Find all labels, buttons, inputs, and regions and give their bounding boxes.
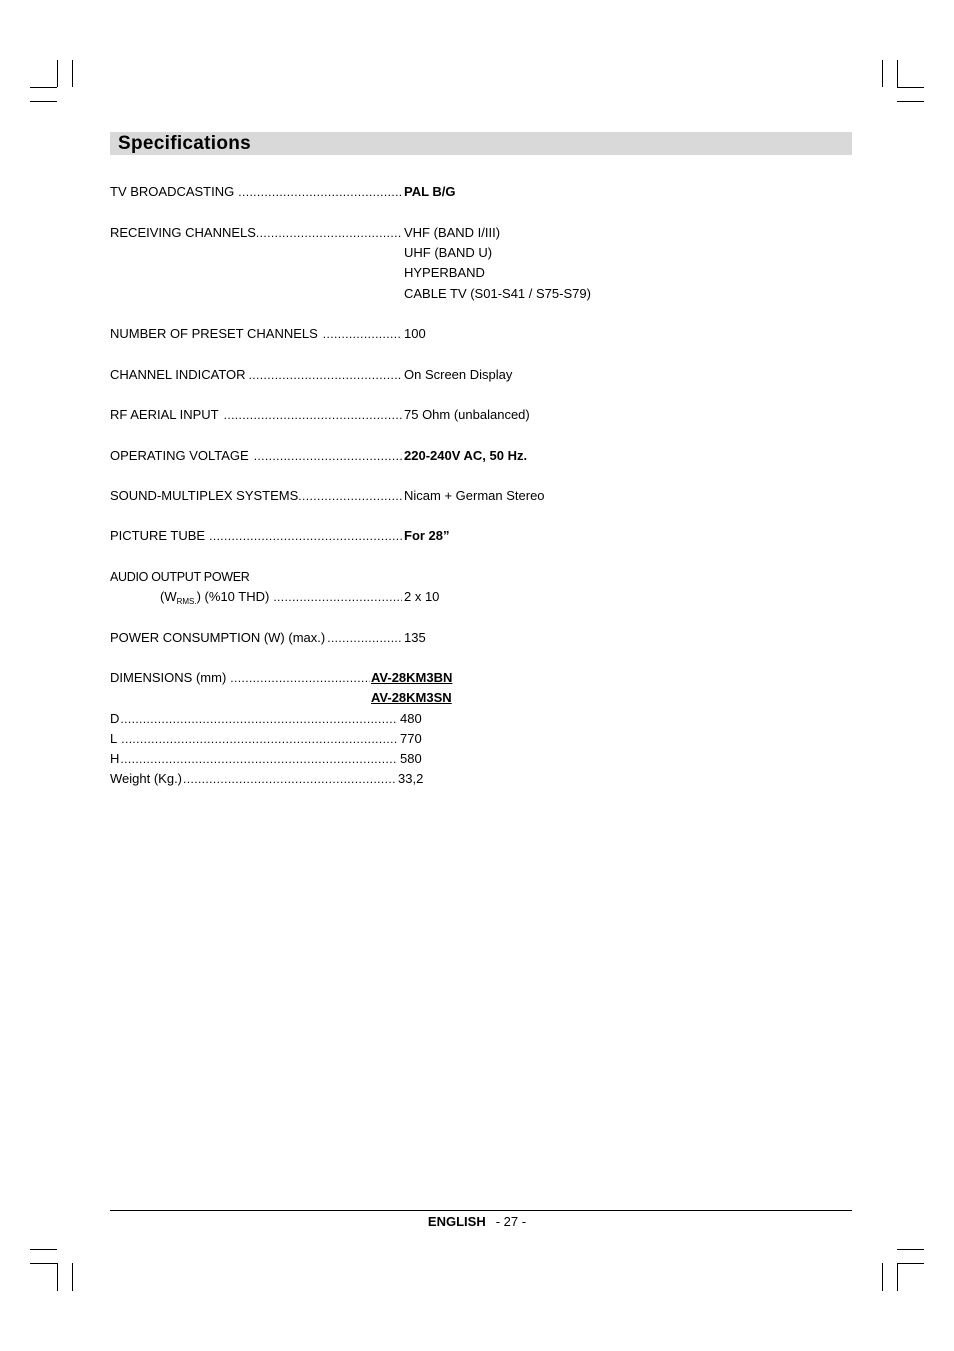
- dimension-label: Weight (Kg.): [110, 771, 183, 786]
- spec-value: 2 x 10: [404, 589, 440, 604]
- spec-label: AUDIO OUTPUT POWER: [110, 570, 250, 584]
- spec-label: DIMENSIONS (mm): [110, 670, 227, 685]
- spec-value: VHF (BAND I/III): [404, 225, 501, 240]
- dimension-value: 33,2: [398, 771, 424, 786]
- model-name: AV-28KM3SN: [371, 690, 452, 705]
- spec-label: CHANNEL INDICATOR: [110, 367, 246, 382]
- page-number: - 27 -: [495, 1214, 527, 1229]
- dimension-value: 580: [400, 751, 422, 766]
- spec-label: TV BROADCASTING: [110, 184, 235, 199]
- spec-sublabel: $(W_{RMS.})$ (%10 THD): [160, 589, 270, 606]
- footer-language: ENGLISH: [427, 1214, 486, 1229]
- dimension-value: 770: [400, 731, 422, 746]
- section-header: [110, 132, 852, 155]
- spec-value: On Screen Display: [404, 367, 513, 382]
- dimension-label: H: [110, 751, 120, 766]
- dimension-value: 480: [400, 711, 422, 726]
- spec-value: UHF (BAND U): [404, 245, 493, 260]
- dimension-label: L: [110, 731, 118, 746]
- spec-value: 135: [404, 630, 426, 645]
- spec-label: NUMBER OF PRESET CHANNELS: [110, 326, 318, 341]
- spec-label: RF AERIAL INPUT: [110, 407, 219, 422]
- spec-value: HYPERBAND: [404, 265, 485, 280]
- model-name: AV-28KM3BN: [371, 670, 453, 685]
- spec-value: CABLE TV (S01-S41 / S75-S79): [404, 286, 591, 301]
- page-footer: [0, 1214, 954, 1230]
- spec-label: PICTURE TUBE: [110, 528, 206, 543]
- spec-label: OPERATING VOLTAGE: [110, 448, 249, 463]
- spec-label: SOUND-MULTIPLEX SYSTEMS: [110, 488, 299, 503]
- spec-label: RECEIVING CHANNELS: [110, 225, 256, 240]
- spec-value: Nicam + German Stereo: [404, 488, 545, 503]
- page-title: Specifications: [118, 133, 252, 154]
- spec-label: POWER CONSUMPTION (W) (max.): [110, 630, 326, 645]
- spec-value: 100: [404, 326, 426, 341]
- spec-value: 220-240V AC, 50 Hz.: [404, 448, 528, 463]
- dimension-label: D: [110, 711, 120, 726]
- footer-divider: [110, 1210, 852, 1211]
- spec-value: For 28”: [404, 528, 450, 543]
- spec-value: PAL B/G: [404, 184, 456, 199]
- spec-value: 75 Ohm (unbalanced): [404, 407, 530, 422]
